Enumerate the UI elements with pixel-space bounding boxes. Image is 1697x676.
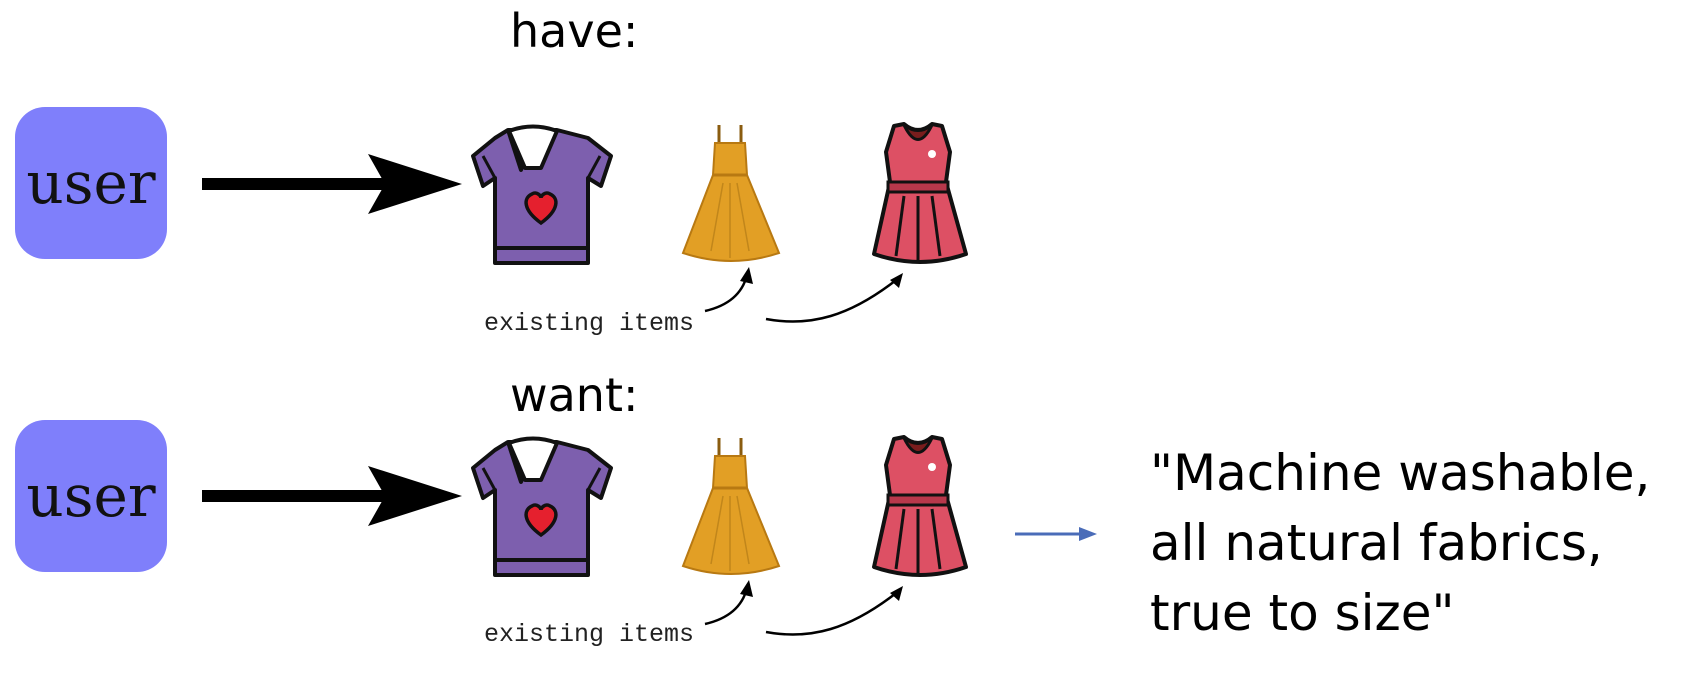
yellow-dress-icon — [683, 436, 783, 581]
want-heading: want: — [510, 368, 639, 422]
caption-pointer-arrows — [700, 267, 900, 327]
output-arrow — [1015, 524, 1100, 544]
user-to-items-arrow — [200, 466, 460, 526]
user-to-items-arrow — [200, 154, 460, 214]
have-heading: have: — [510, 4, 639, 58]
existing-items-caption: existing items — [484, 309, 695, 338]
user-label: user — [26, 149, 156, 217]
existing-items-caption: existing items — [484, 620, 695, 649]
quote-line-1: "Machine washable, — [1150, 444, 1651, 502]
quote-line-2: all natural fabrics, — [1150, 514, 1603, 572]
red-dress-icon — [874, 437, 974, 582]
t-shirt-icon — [483, 440, 623, 580]
desired-attributes-text — [1150, 438, 1650, 648]
t-shirt-icon — [483, 128, 623, 268]
user-box — [15, 107, 167, 259]
caption-pointer-arrows — [700, 580, 900, 640]
user-label: user — [26, 462, 156, 530]
user-box — [15, 420, 167, 572]
red-dress-icon — [874, 124, 974, 269]
quote-line-3: true to size" — [1150, 584, 1455, 642]
yellow-dress-icon — [683, 123, 783, 268]
